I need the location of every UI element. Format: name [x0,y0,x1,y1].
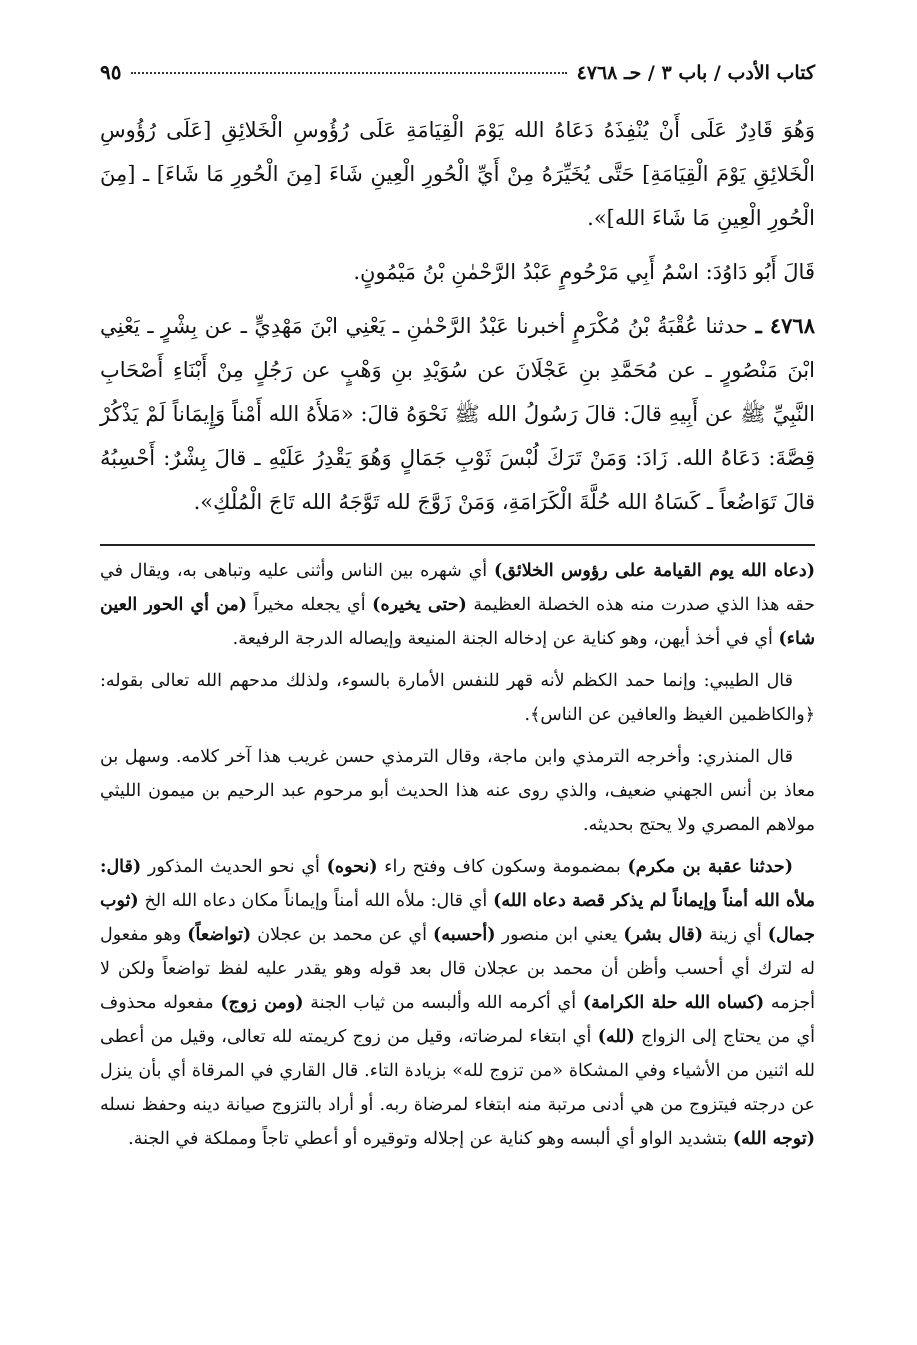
hadith-text [100,108,815,524]
bold-quote: (نحوه) [326,857,378,877]
commentary-text: أي في أخذ أيهن، وهو كناية عن إدخاله الجنة المنيعة وإيصاله الدرجة الرفيعة. [232,629,779,649]
commentary-text: بمضمومة وسكون كاف وفتح راء [377,857,628,877]
commentary-text: أي ابتغاء لمرضاته، وقيل من زوج كريمته لله تعالى، وقيل من أعطى لله اثنين من الأشياء وفي المشكاة «من تزوج لله» بزيادة التاء. قال القاري في المرقاة أي بأن ينزل عن درجته فيتزوج من هي أدنى مرتبة منه ابتغاء لمرضاة ربه. أو أراد بالتزوج صيانة دينه وحفظ نسله [100,1027,815,1115]
bold-quote: (توجه الله) [732,1129,815,1149]
bold-quote: (حدثنا عقبة بن مكرم) [627,857,793,877]
commentary-text: أي عن محمد بن عجلان [251,925,434,945]
bold-quote: (حتى يخيره) [372,595,467,615]
commentary-text: مفعوله محذوف أي من يحتاج إلى الزواج [100,993,816,1047]
commentary-text: أي شهره بين الناس وأثنى عليه وتباهى به، ويقال في حقه هذا الذي صدرت منه هذه الخصلة العظيمة [100,561,815,615]
hadith-paragraph: وَهُوَ قَادِرٌ عَلَى أَنْ يُنْفِذَهُ دَعَاهُ الله يَوْمَ الْقِيَامَةِ عَلَى رُؤُوسِ الْخَلائِقِ [عَلَى رُؤُوسِ الْخَلائِقِ يَوْمَ الْقِيَامَةِ] حَتَّى يُخَيِّرَهُ مِنْ أَيِّ الْحُورِ الْعِينِ شَاءَ [مِنَ الْحُورِ مَا شَاءَ] ـ [مِنَ الْحُورِ الْعِينِ مَا شَاءَ الله]». [100,118,815,230]
commentary-paragraph: قال المنذري: وأخرجه الترمذي وابن ماجة، وقال الترمذي حسن غريب هذا آخر كلامه. وسهل بن معاذ بن أنس الجهني ضعيف، والذي روى عنه هذا الحديث أبو مرحوم عبد الرحيم بن ميمون الليثي مولاهم المصري ولا يحتج بحديثه. [100,747,815,835]
bold-quote: (كساه الله حلة الكرامة) [582,993,765,1013]
bold-quote: (قال: ملأه الله أمناً وإيماناً لم يذكر قصة دعاه الله) [100,857,815,911]
commentary [100,554,815,1156]
commentary-text: أي نحو الحديث المذكور [141,857,327,877]
commentary-text: يعني ابن منصور [495,925,624,945]
running-title: كتاب الأدب / باب ٣ / حـ ٤٧٦٨ [576,62,815,84]
commentary-text: أي زينة [703,925,768,945]
bold-quote: (من أي الحور العين شاء) [100,595,815,649]
hadith-body: حدثنا عُقْبَةُ بْنُ مُكْرَمٍ أخبرنا عَبْدُ الرَّحْمٰنِ ـ يَعْنِي ابْنَ مَهْدِيٍّ ـ عن بِشْرٍ ـ يَعْنِي ابْنَ مَنْصُورٍ ـ عن مُحَمَّدِ بنِ عَجْلَانَ عن سُوَيْدِ بنِ وَهْبٍ عن رَجُلٍ مِنْ أَبْنَاءِ أَصْحَابِ النَّبِيِّ ﷺ عن أَبِيهِ قالَ: قالَ رَسُولُ الله ﷺ نَحْوَهُ قالَ: «مَلأَهُ الله أَمْناً وَإِيمَاناً لَمْ يَذْكُرْ قِصَّةَ: دَعَاهُ الله. زَادَ: وَمَنْ تَرَكَ لُبْسَ ثَوْبِ جَمَالٍ وَهُوَ يَقْدِرُ عَلَيْهِ ـ قالَ بِشْرٌ: أَحْسِبُهُ قالَ تَوَاضُعاً ـ كَسَاهُ الله حُلَّةَ الْكَرَامَةِ، وَمَنْ زَوَّجَ لله تَوَّجَهُ الله تَاجَ الْمُلْكِ». [100,314,815,514]
bold-quote: (تواضعاً) [187,925,252,945]
commentary-text: وهو مفعول له لترك أي أحسب وأظن أن محمد بن عجلان قال بعد قوله وهو يقدر عليه لفظ تواضعاً ولكن لا أجزمه [100,925,816,1013]
page-header [100,60,815,94]
bold-quote: (لله) [597,1027,635,1047]
bold-quote: (أحسبه) [433,925,496,945]
bold-quote: (دعاه الله يوم القيامة على رؤوس الخلائق) [493,561,815,581]
bold-quote: (قال بشر) [623,925,704,945]
commentary-text: أي أكرمه الله وألبسه من ثياب الجنة [303,993,583,1013]
leader-dots [131,72,566,74]
commentary-paragraph: قال الطيبي: وإنما حمد الكظم لأنه قهر للنفس الأمارة بالسوء، ولذلك مدحهم الله تعالى بقوله: ﴿والكاظمين الغيظ والعافين عن الناس﴾. [100,671,815,725]
commentary-text: أي يجعله مخيراً [247,595,373,615]
bold-quote: (ثوب جمال) [100,891,815,945]
book-page [100,60,815,1164]
commentary-text: أي قال: ملأه الله أمناً وإيماناً مكان دعاه الله الخ [138,891,494,911]
hadith-paragraph: قَالَ أَبُو دَاوُدَ: اسْمُ أَبِي مَرْحُومٍ عَبْدُ الرَّحْمٰنِ بْنُ مَيْمُونٍ. [353,260,815,284]
footnote-separator [100,544,815,546]
commentary-paragraph [100,554,815,656]
commentary-text: بتشديد الواو أي ألبسه وهو كناية عن إجلاله وتوقيره أو أعطي تاجاً ومملكة في الجنة. [128,1129,733,1149]
hadith-paragraph [100,304,815,524]
page-number: ٩٥ [100,60,122,84]
hadith-number: ٤٧٦٨ ـ [755,313,815,338]
bold-quote: (ومن زوج) [220,993,304,1013]
commentary-paragraph [100,850,815,1156]
